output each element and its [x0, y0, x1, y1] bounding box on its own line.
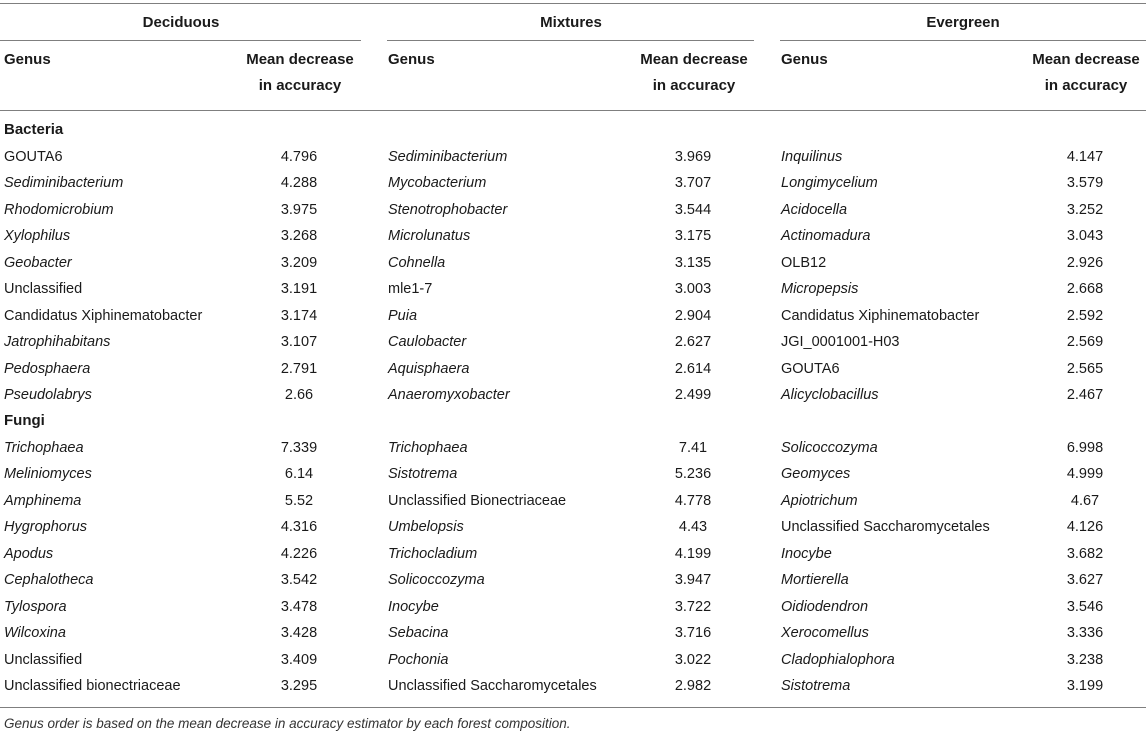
- genus-cell-evergreen: Acidocella: [781, 201, 848, 218]
- mda-value-mixtures: 3.544: [674, 201, 712, 218]
- mda-value-evergreen: 3.336: [1066, 625, 1104, 641]
- genus-cell-mixtures: Unclassified Saccharomycetales: [388, 678, 597, 694]
- mda-value-mixtures: 5.236: [674, 466, 712, 482]
- genus-cell-evergreen: Geomyces: [781, 466, 851, 482]
- genus-cell-evergreen: Inocybe: [781, 545, 832, 562]
- mda-header-line2: in accuracy: [258, 77, 342, 94]
- genus-cell-evergreen: OLB12: [781, 254, 827, 271]
- genus-cell-evergreen: Candidatus Xiphinematobacter: [781, 307, 980, 324]
- genus-cell-mixtures: Unclassified Bionectriaceae: [388, 492, 567, 509]
- mda-value-evergreen: 6.998: [1066, 439, 1104, 456]
- genus-cell-mixtures: Sebacina: [388, 625, 449, 641]
- mda-value-evergreen: 2.467: [1066, 387, 1104, 403]
- mda-value-mixtures: 4.199: [674, 545, 712, 562]
- genus-cell-mixtures: Trichocladium: [388, 545, 478, 562]
- mda-value-evergreen: 2.569: [1066, 334, 1104, 350]
- genus-cell-deciduous: Tylospora: [4, 598, 67, 615]
- mda-header-line2: in accuracy: [652, 77, 736, 94]
- genus-cell-deciduous: GOUTA6: [4, 148, 63, 165]
- genus-cell-deciduous: Hygrophorus: [4, 519, 88, 535]
- mda-value-evergreen: 3.682: [1066, 545, 1104, 562]
- genus-cell-mixtures: Trichophaea: [388, 439, 468, 456]
- genus-header-evergreen: Genus: [781, 51, 828, 68]
- section-label: Fungi: [4, 412, 45, 429]
- mda-header-line1: Mean decrease: [640, 51, 748, 68]
- group-header-mixtures: Mixtures: [540, 14, 602, 31]
- mda-value-evergreen: 3.546: [1066, 598, 1104, 615]
- genus-cell-mixtures: Inocybe: [388, 598, 439, 615]
- mda-value-mixtures: 2.614: [674, 360, 712, 377]
- group-rule-mixtures: [387, 40, 754, 41]
- mda-value-mixtures: 3.969: [674, 148, 712, 165]
- mda-value-deciduous: 4.316: [280, 519, 318, 535]
- genus-cell-mixtures: Mycobacterium: [388, 175, 487, 191]
- genus-cell-deciduous: Rhodomicrobium: [4, 201, 114, 218]
- mda-value-evergreen: 2.926: [1066, 254, 1104, 271]
- genus-cell-mixtures: mle1-7: [388, 281, 433, 297]
- genus-cell-mixtures: Puia: [388, 307, 418, 324]
- mda-header-line1: Mean decrease: [246, 51, 354, 68]
- genus-cell-deciduous: Xylophilus: [4, 228, 71, 244]
- genus-cell-deciduous: Sediminibacterium: [4, 175, 124, 191]
- genus-cell-mixtures: Sistotrema: [388, 466, 458, 482]
- genus-cell-evergreen: Xerocomellus: [781, 625, 869, 641]
- mda-value-evergreen: 2.668: [1066, 281, 1104, 297]
- genus-cell-mixtures: Aquisphaera: [388, 360, 470, 377]
- mda-value-mixtures: 2.499: [674, 387, 712, 403]
- mda-value-deciduous: 3.975: [280, 201, 318, 218]
- genus-cell-deciduous: Geobacter: [4, 254, 72, 271]
- mda-value-evergreen: 4.67: [1070, 492, 1100, 509]
- header-rule: [0, 110, 1146, 111]
- mda-value-mixtures: 3.003: [674, 281, 712, 297]
- mda-value-deciduous: 2.66: [284, 387, 314, 403]
- mda-value-deciduous: 3.478: [280, 598, 318, 615]
- mda-value-deciduous: 3.209: [280, 254, 318, 271]
- mda-value-deciduous: 3.107: [280, 334, 318, 350]
- genus-header-deciduous: Genus: [4, 51, 51, 68]
- genus-cell-evergreen: Micropepsis: [781, 281, 859, 297]
- genus-cell-evergreen: GOUTA6: [781, 360, 840, 377]
- mda-value-deciduous: 4.796: [280, 148, 318, 165]
- genus-cell-evergreen: Mortierella: [781, 572, 849, 588]
- genus-cell-deciduous: Meliniomyces: [4, 466, 92, 482]
- group-rule-deciduous: [0, 40, 361, 41]
- genus-cell-evergreen: Longimycelium: [781, 175, 878, 191]
- mda-value-deciduous: 4.288: [280, 175, 318, 191]
- mda-value-mixtures: 3.175: [674, 228, 712, 244]
- mda-value-evergreen: 2.592: [1066, 307, 1104, 324]
- footnote: Genus order is based on the mean decrease in accuracy estimator by each forest composition.: [4, 716, 571, 731]
- mda-value-evergreen: 3.043: [1066, 228, 1104, 244]
- genus-cell-mixtures: Stenotrophobacter: [388, 201, 508, 218]
- mda-value-deciduous: 3.295: [280, 678, 318, 694]
- mda-value-evergreen: 3.238: [1066, 651, 1104, 668]
- mda-value-mixtures: 3.707: [674, 175, 712, 191]
- group-header-evergreen: Evergreen: [926, 14, 1000, 31]
- mda-value-deciduous: 7.339: [280, 439, 318, 456]
- genus-cell-deciduous: Candidatus Xiphinematobacter: [4, 307, 203, 324]
- mda-value-mixtures: 4.43: [678, 519, 708, 535]
- mda-value-evergreen: 3.252: [1066, 201, 1104, 218]
- mda-value-deciduous: 3.191: [280, 281, 318, 297]
- genus-cell-deciduous: Amphinema: [4, 492, 82, 509]
- genus-cell-deciduous: Wilcoxina: [4, 625, 66, 641]
- genus-cell-evergreen: Cladophialophora: [781, 651, 895, 668]
- top-rule: [0, 3, 1146, 4]
- genus-cell-mixtures: Umbelopsis: [388, 519, 464, 535]
- genus-cell-deciduous: Apodus: [4, 545, 54, 562]
- genus-cell-mixtures: Anaeromyxobacter: [388, 387, 510, 403]
- mda-value-evergreen: 2.565: [1066, 360, 1104, 377]
- genus-cell-mixtures: Microlunatus: [388, 228, 471, 244]
- mda-value-deciduous: 4.226: [280, 545, 318, 562]
- genus-cell-deciduous: Unclassified: [4, 281, 83, 297]
- mda-header-deciduous: [222, 47, 378, 99]
- genus-cell-mixtures: Pochonia: [388, 651, 449, 668]
- bottom-rule: [0, 707, 1146, 708]
- mda-value-evergreen: 3.579: [1066, 175, 1104, 191]
- genus-cell-evergreen: Alicyclobacillus: [781, 387, 879, 403]
- mda-value-evergreen: 4.147: [1066, 148, 1104, 165]
- mda-value-deciduous: 3.268: [280, 228, 318, 244]
- mda-value-mixtures: 3.022: [674, 651, 712, 668]
- mda-value-evergreen: 3.627: [1066, 572, 1104, 588]
- genus-cell-evergreen: Unclassified Saccharomycetales: [781, 519, 990, 535]
- genus-cell-evergreen: Solicoccozyma: [781, 439, 878, 456]
- mda-value-evergreen: 4.999: [1066, 466, 1104, 482]
- genus-cell-deciduous: Pedosphaera: [4, 360, 91, 377]
- mda-value-evergreen: 4.126: [1066, 519, 1104, 535]
- genus-cell-evergreen: JGI_0001001-H03: [781, 334, 900, 350]
- mda-value-mixtures: 2.982: [674, 678, 712, 694]
- mda-value-mixtures: 3.722: [674, 598, 712, 615]
- mda-value-deciduous: 2.791: [280, 360, 318, 377]
- mda-header-line1: Mean decrease: [1032, 51, 1140, 68]
- genus-cell-mixtures: Cohnella: [388, 254, 446, 271]
- group-header-deciduous: Deciduous: [142, 14, 220, 31]
- group-rule-evergreen: [780, 40, 1146, 41]
- genus-cell-evergreen: Inquilinus: [781, 148, 843, 165]
- genus-cell-evergreen: Sistotrema: [781, 678, 851, 694]
- mda-value-mixtures: 2.627: [674, 334, 712, 350]
- mda-value-mixtures: 2.904: [674, 307, 712, 324]
- genus-cell-mixtures: Caulobacter: [388, 334, 467, 350]
- genus-cell-deciduous: Trichophaea: [4, 439, 84, 456]
- genus-cell-evergreen: Oidiodendron: [781, 598, 869, 615]
- genus-cell-deciduous: Unclassified bionectriaceae: [4, 678, 181, 694]
- mda-value-deciduous: 3.409: [280, 651, 318, 668]
- genus-cell-evergreen: Apiotrichum: [781, 492, 858, 509]
- mda-value-deciduous: 3.542: [280, 572, 318, 588]
- genus-cell-evergreen: Actinomadura: [781, 228, 871, 244]
- mda-value-mixtures: 3.947: [674, 572, 712, 588]
- genus-header-mixtures: Genus: [388, 51, 435, 68]
- section-label: Bacteria: [4, 121, 64, 138]
- genus-cell-mixtures: Solicoccozyma: [388, 572, 485, 588]
- mda-header-evergreen: [1008, 47, 1146, 99]
- mda-value-mixtures: 3.716: [674, 625, 712, 641]
- mda-header-mixtures: [616, 47, 772, 99]
- mda-value-deciduous: 6.14: [284, 466, 314, 482]
- mda-value-deciduous: 3.174: [280, 307, 318, 324]
- mda-header-line2: in accuracy: [1044, 77, 1128, 94]
- mda-value-mixtures: 7.41: [678, 439, 708, 456]
- mda-value-deciduous: 3.428: [280, 625, 318, 641]
- genus-cell-deciduous: Cephalotheca: [4, 572, 94, 588]
- mda-value-mixtures: 3.135: [674, 254, 712, 271]
- genus-cell-deciduous: Unclassified: [4, 651, 83, 668]
- genus-cell-deciduous: Jatrophihabitans: [4, 334, 111, 350]
- mda-value-mixtures: 4.778: [674, 492, 712, 509]
- genus-cell-deciduous: Pseudolabrys: [4, 387, 92, 403]
- mda-value-deciduous: 5.52: [284, 492, 314, 509]
- mda-value-evergreen: 3.199: [1066, 678, 1104, 694]
- genus-cell-mixtures: Sediminibacterium: [388, 148, 508, 165]
